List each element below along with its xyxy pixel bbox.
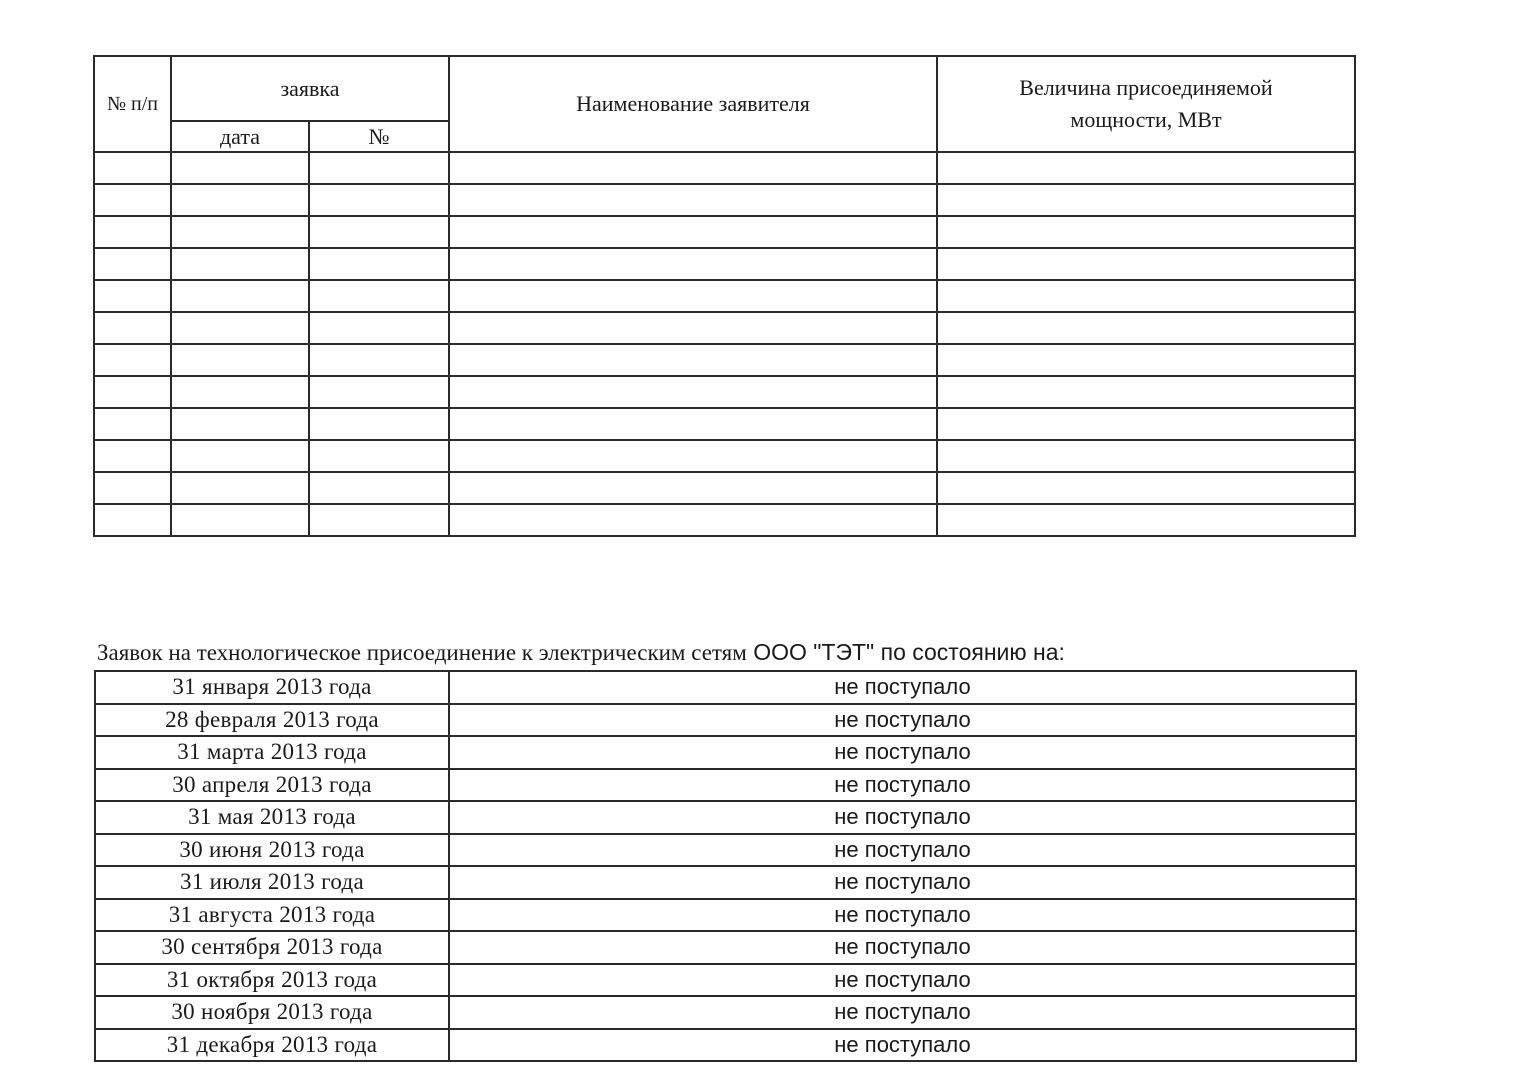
- status-value: не поступало: [449, 769, 1356, 802]
- register-cell: [94, 376, 171, 408]
- register-cell: [94, 472, 171, 504]
- register-cell: [171, 472, 309, 504]
- register-cell: [94, 408, 171, 440]
- register-cell: [171, 376, 309, 408]
- register-body: [94, 152, 1355, 536]
- register-cell: [309, 152, 449, 184]
- register-row: [94, 248, 1355, 280]
- register-row: [94, 376, 1355, 408]
- status-date: 31 августа 2013 года: [95, 899, 449, 932]
- register-cell: [309, 440, 449, 472]
- status-value: не поступало: [449, 834, 1356, 867]
- status-date: 31 мая 2013 года: [95, 801, 449, 834]
- status-date: 30 июня 2013 года: [95, 834, 449, 867]
- register-cell: [171, 152, 309, 184]
- status-value: не поступало: [449, 899, 1356, 932]
- register-cell: [309, 344, 449, 376]
- register-cell: [171, 216, 309, 248]
- status-row: [95, 964, 1356, 997]
- register-row: [94, 216, 1355, 248]
- status-date: 30 сентября 2013 года: [95, 931, 449, 964]
- register-cell: [937, 344, 1355, 376]
- status-date: 30 апреля 2013 года: [95, 769, 449, 802]
- register-cell: [94, 344, 171, 376]
- register-cell: [449, 440, 937, 472]
- register-cell: [937, 504, 1355, 536]
- register-cell: [309, 216, 449, 248]
- register-cell: [937, 216, 1355, 248]
- status-row: [95, 866, 1356, 899]
- status-row: [95, 996, 1356, 1029]
- register-cell: [449, 504, 937, 536]
- status-date: 28 февраля 2013 года: [95, 704, 449, 737]
- register-cell: [449, 280, 937, 312]
- register-row: [94, 472, 1355, 504]
- status-date: 31 октября 2013 года: [95, 964, 449, 997]
- caption-rest: ООО "ТЭТ" по состоянию на:: [753, 639, 1065, 665]
- register-cell: [171, 312, 309, 344]
- register-row: [94, 440, 1355, 472]
- register-cell: [94, 248, 171, 280]
- register-row: [94, 312, 1355, 344]
- status-date: 31 июля 2013 года: [95, 866, 449, 899]
- status-date: 31 января 2013 года: [95, 671, 449, 704]
- register-cell: [94, 440, 171, 472]
- status-value: не поступало: [449, 736, 1356, 769]
- caption-lead: Заявок на технологическое присоединение к электрическим сетям: [97, 640, 747, 665]
- register-cell: [94, 504, 171, 536]
- register-cell: [449, 152, 937, 184]
- register-cell: [309, 248, 449, 280]
- status-table: [94, 670, 1357, 1062]
- register-cell: [309, 184, 449, 216]
- register-cell: [171, 504, 309, 536]
- register-cell: [449, 184, 937, 216]
- header-connected-power: [937, 56, 1355, 152]
- register-cell: [171, 184, 309, 216]
- status-value: не поступало: [449, 964, 1356, 997]
- register-cell: [94, 152, 171, 184]
- register-cell: [309, 312, 449, 344]
- status-value: не поступало: [449, 996, 1356, 1029]
- register-cell: [449, 216, 937, 248]
- register-row: [94, 184, 1355, 216]
- status-body: [95, 671, 1356, 1061]
- header-date: дата: [171, 121, 309, 152]
- register-cell: [449, 312, 937, 344]
- status-row: [95, 736, 1356, 769]
- status-row: [95, 704, 1356, 737]
- status-row: [95, 801, 1356, 834]
- register-cell: [171, 408, 309, 440]
- register-cell: [309, 472, 449, 504]
- status-value: не поступало: [449, 1029, 1356, 1062]
- header-power-line1: Величина присоединяемой: [1019, 75, 1273, 100]
- status-date: 30 ноября 2013 года: [95, 996, 449, 1029]
- register-row: [94, 504, 1355, 536]
- register-row: [94, 280, 1355, 312]
- status-caption: [97, 639, 1065, 666]
- register-cell: [309, 280, 449, 312]
- register-cell: [449, 376, 937, 408]
- status-value: не поступало: [449, 801, 1356, 834]
- register-row: [94, 408, 1355, 440]
- status-value: не поступало: [449, 931, 1356, 964]
- status-value: не поступало: [449, 704, 1356, 737]
- register-cell: [937, 248, 1355, 280]
- status-value: не поступало: [449, 671, 1356, 704]
- register-cell: [94, 216, 171, 248]
- header-applicant-name: Наименование заявителя: [449, 56, 937, 152]
- register-cell: [937, 408, 1355, 440]
- header-power-line2: мощности, МВт: [1070, 107, 1222, 132]
- register-cell: [171, 280, 309, 312]
- status-row: [95, 899, 1356, 932]
- register-cell: [309, 376, 449, 408]
- register-row: [94, 344, 1355, 376]
- register-cell: [937, 440, 1355, 472]
- status-value: не поступало: [449, 866, 1356, 899]
- status-row: [95, 834, 1356, 867]
- status-row: [95, 931, 1356, 964]
- register-cell: [937, 312, 1355, 344]
- header-application: заявка: [171, 56, 449, 121]
- register-cell: [449, 248, 937, 280]
- status-date: 31 декабря 2013 года: [95, 1029, 449, 1062]
- header-app-number: №: [309, 121, 449, 152]
- register-cell: [449, 408, 937, 440]
- register-cell: [309, 504, 449, 536]
- header-number: № п/п: [94, 56, 171, 152]
- register-cell: [449, 472, 937, 504]
- status-row: [95, 671, 1356, 704]
- status-date: 31 марта 2013 года: [95, 736, 449, 769]
- status-row: [95, 1029, 1356, 1062]
- register-cell: [449, 344, 937, 376]
- register-cell: [937, 280, 1355, 312]
- register-row: [94, 152, 1355, 184]
- register-cell: [937, 376, 1355, 408]
- register-cell: [937, 152, 1355, 184]
- register-cell: [309, 408, 449, 440]
- status-row: [95, 769, 1356, 802]
- register-cell: [94, 184, 171, 216]
- register-cell: [937, 184, 1355, 216]
- register-cell: [937, 472, 1355, 504]
- applications-register-table: [93, 55, 1356, 537]
- register-cell: [94, 280, 171, 312]
- register-cell: [171, 440, 309, 472]
- register-cell: [94, 312, 171, 344]
- register-cell: [171, 344, 309, 376]
- register-cell: [171, 248, 309, 280]
